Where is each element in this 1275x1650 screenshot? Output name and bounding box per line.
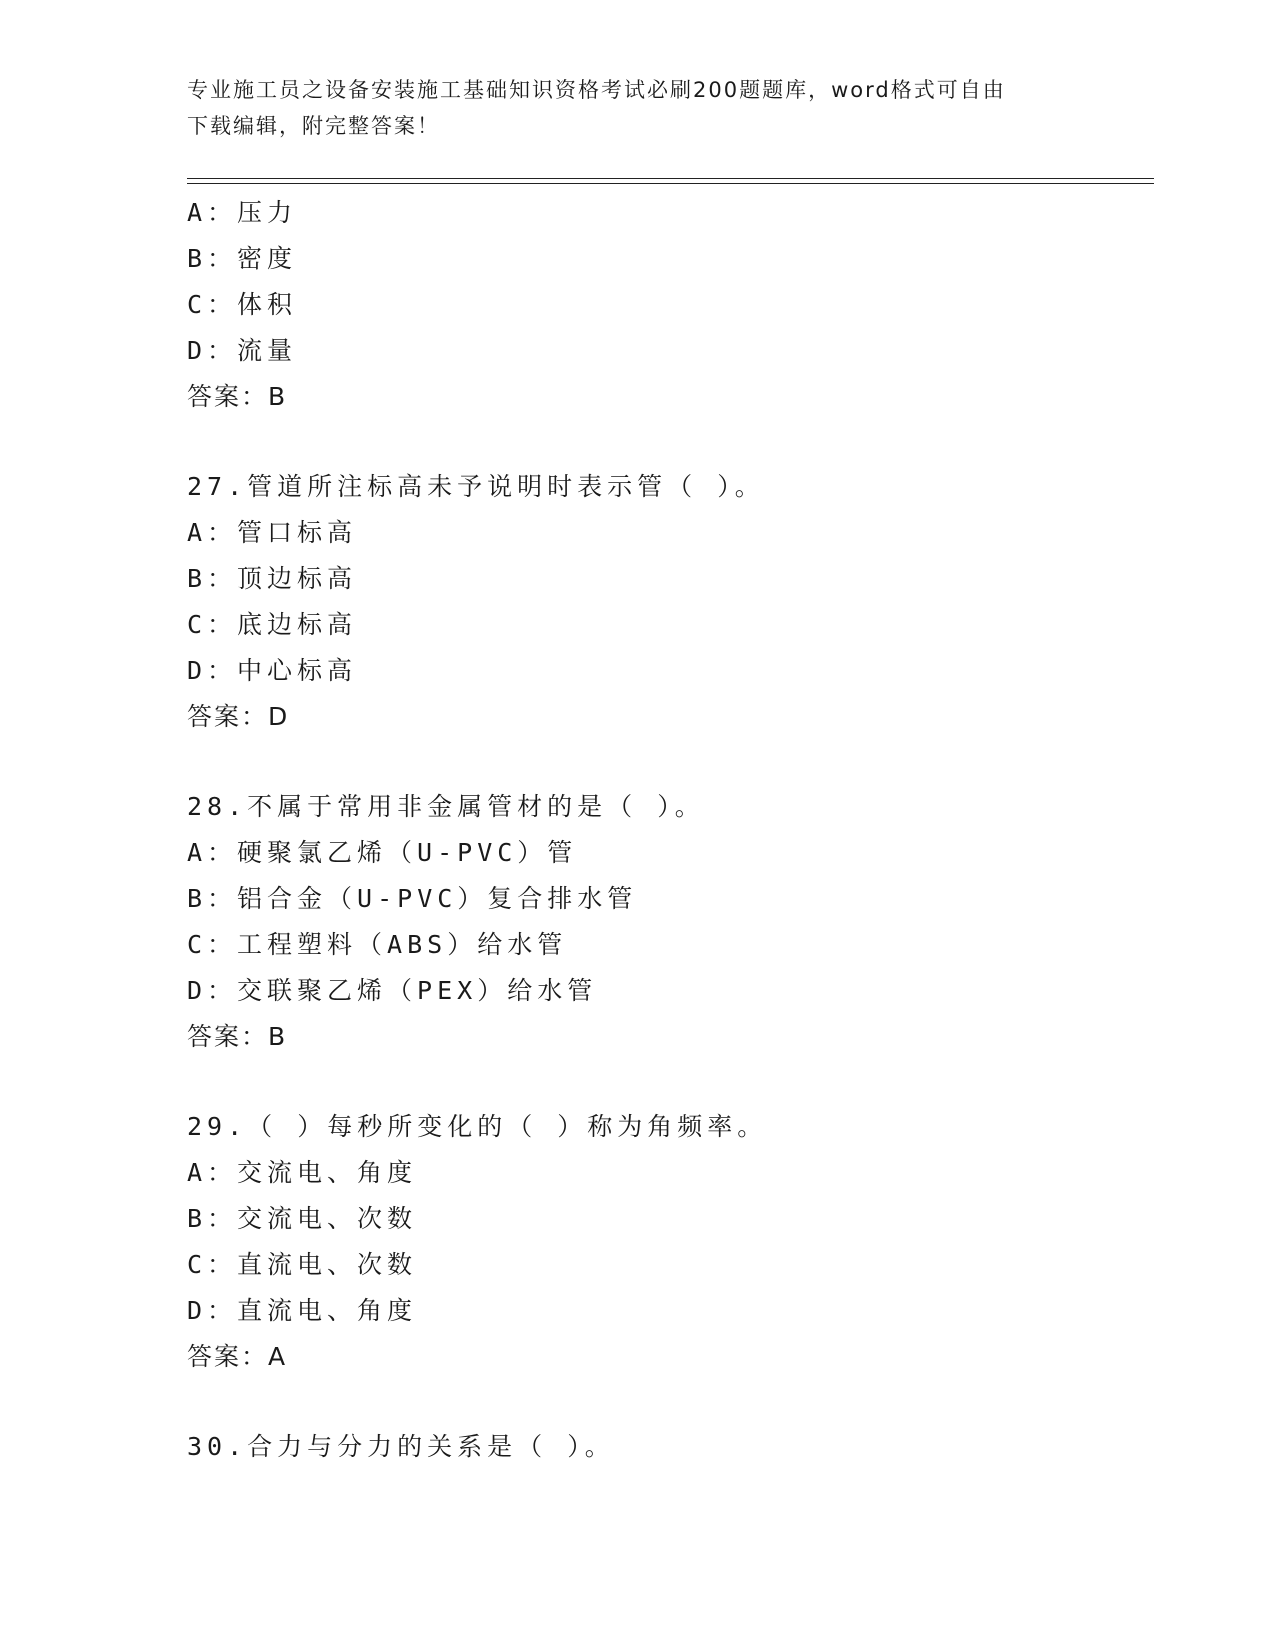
option-c: C：体积 (187, 290, 298, 319)
question-text: 30.合力与分力的关系是（ ）。 (187, 1432, 615, 1461)
question-text: 29.（ ）每秒所变化的（ ）称为角频率。 (187, 1112, 768, 1141)
spacer (187, 740, 1154, 784)
option-b: B：交流电、次数 (187, 1204, 418, 1233)
document-header (187, 72, 1067, 144)
option-c: C：直流电、次数 (187, 1250, 418, 1279)
option-b: B：铝合金（U-PVC）复合排水管 (187, 884, 638, 913)
header-divider-bottom (187, 183, 1154, 184)
answer: 答案：A (187, 1342, 288, 1371)
option-d: D：直流电、角度 (187, 1296, 418, 1325)
question-29 (187, 1104, 1154, 1380)
question-text: 27.管道所注标高未予说明时表示管（ ）。 (187, 472, 765, 501)
header-line-1: 专业施工员之设备安装施工基础知识资格考试必刷200题题库，word格式可自由 (187, 78, 1006, 102)
question-30 (187, 1424, 1154, 1470)
option-c: C：底边标高 (187, 610, 358, 639)
option-d: D：交联聚乙烯（PEX）给水管 (187, 976, 598, 1005)
option-d: D：中心标高 (187, 656, 358, 685)
answer: 答案：B (187, 1022, 288, 1051)
option-a: A：交流电、角度 (187, 1158, 418, 1187)
spacer (187, 420, 1154, 464)
option-a: A：压力 (187, 198, 298, 227)
spacer (187, 1060, 1154, 1104)
header-line-2: 下载编辑，附完整答案！ (187, 114, 440, 138)
question-27 (187, 464, 1154, 740)
answer: 答案：B (187, 382, 288, 411)
option-b: B：密度 (187, 244, 298, 273)
option-a: A：管口标高 (187, 518, 358, 547)
option-c: C：工程塑料（ABS）给水管 (187, 930, 568, 959)
header-divider-top (187, 178, 1154, 179)
option-a: A：硬聚氯乙烯（U-PVC）管 (187, 838, 578, 867)
option-b: B：顶边标高 (187, 564, 358, 593)
question-list (187, 190, 1154, 1470)
spacer (187, 1380, 1154, 1424)
answer: 答案：D (187, 702, 290, 731)
question-text: 28.不属于常用非金属管材的是（ ）。 (187, 792, 705, 821)
question-28 (187, 784, 1154, 1060)
option-d: D：流量 (187, 336, 298, 365)
question-26-tail (187, 190, 1154, 420)
